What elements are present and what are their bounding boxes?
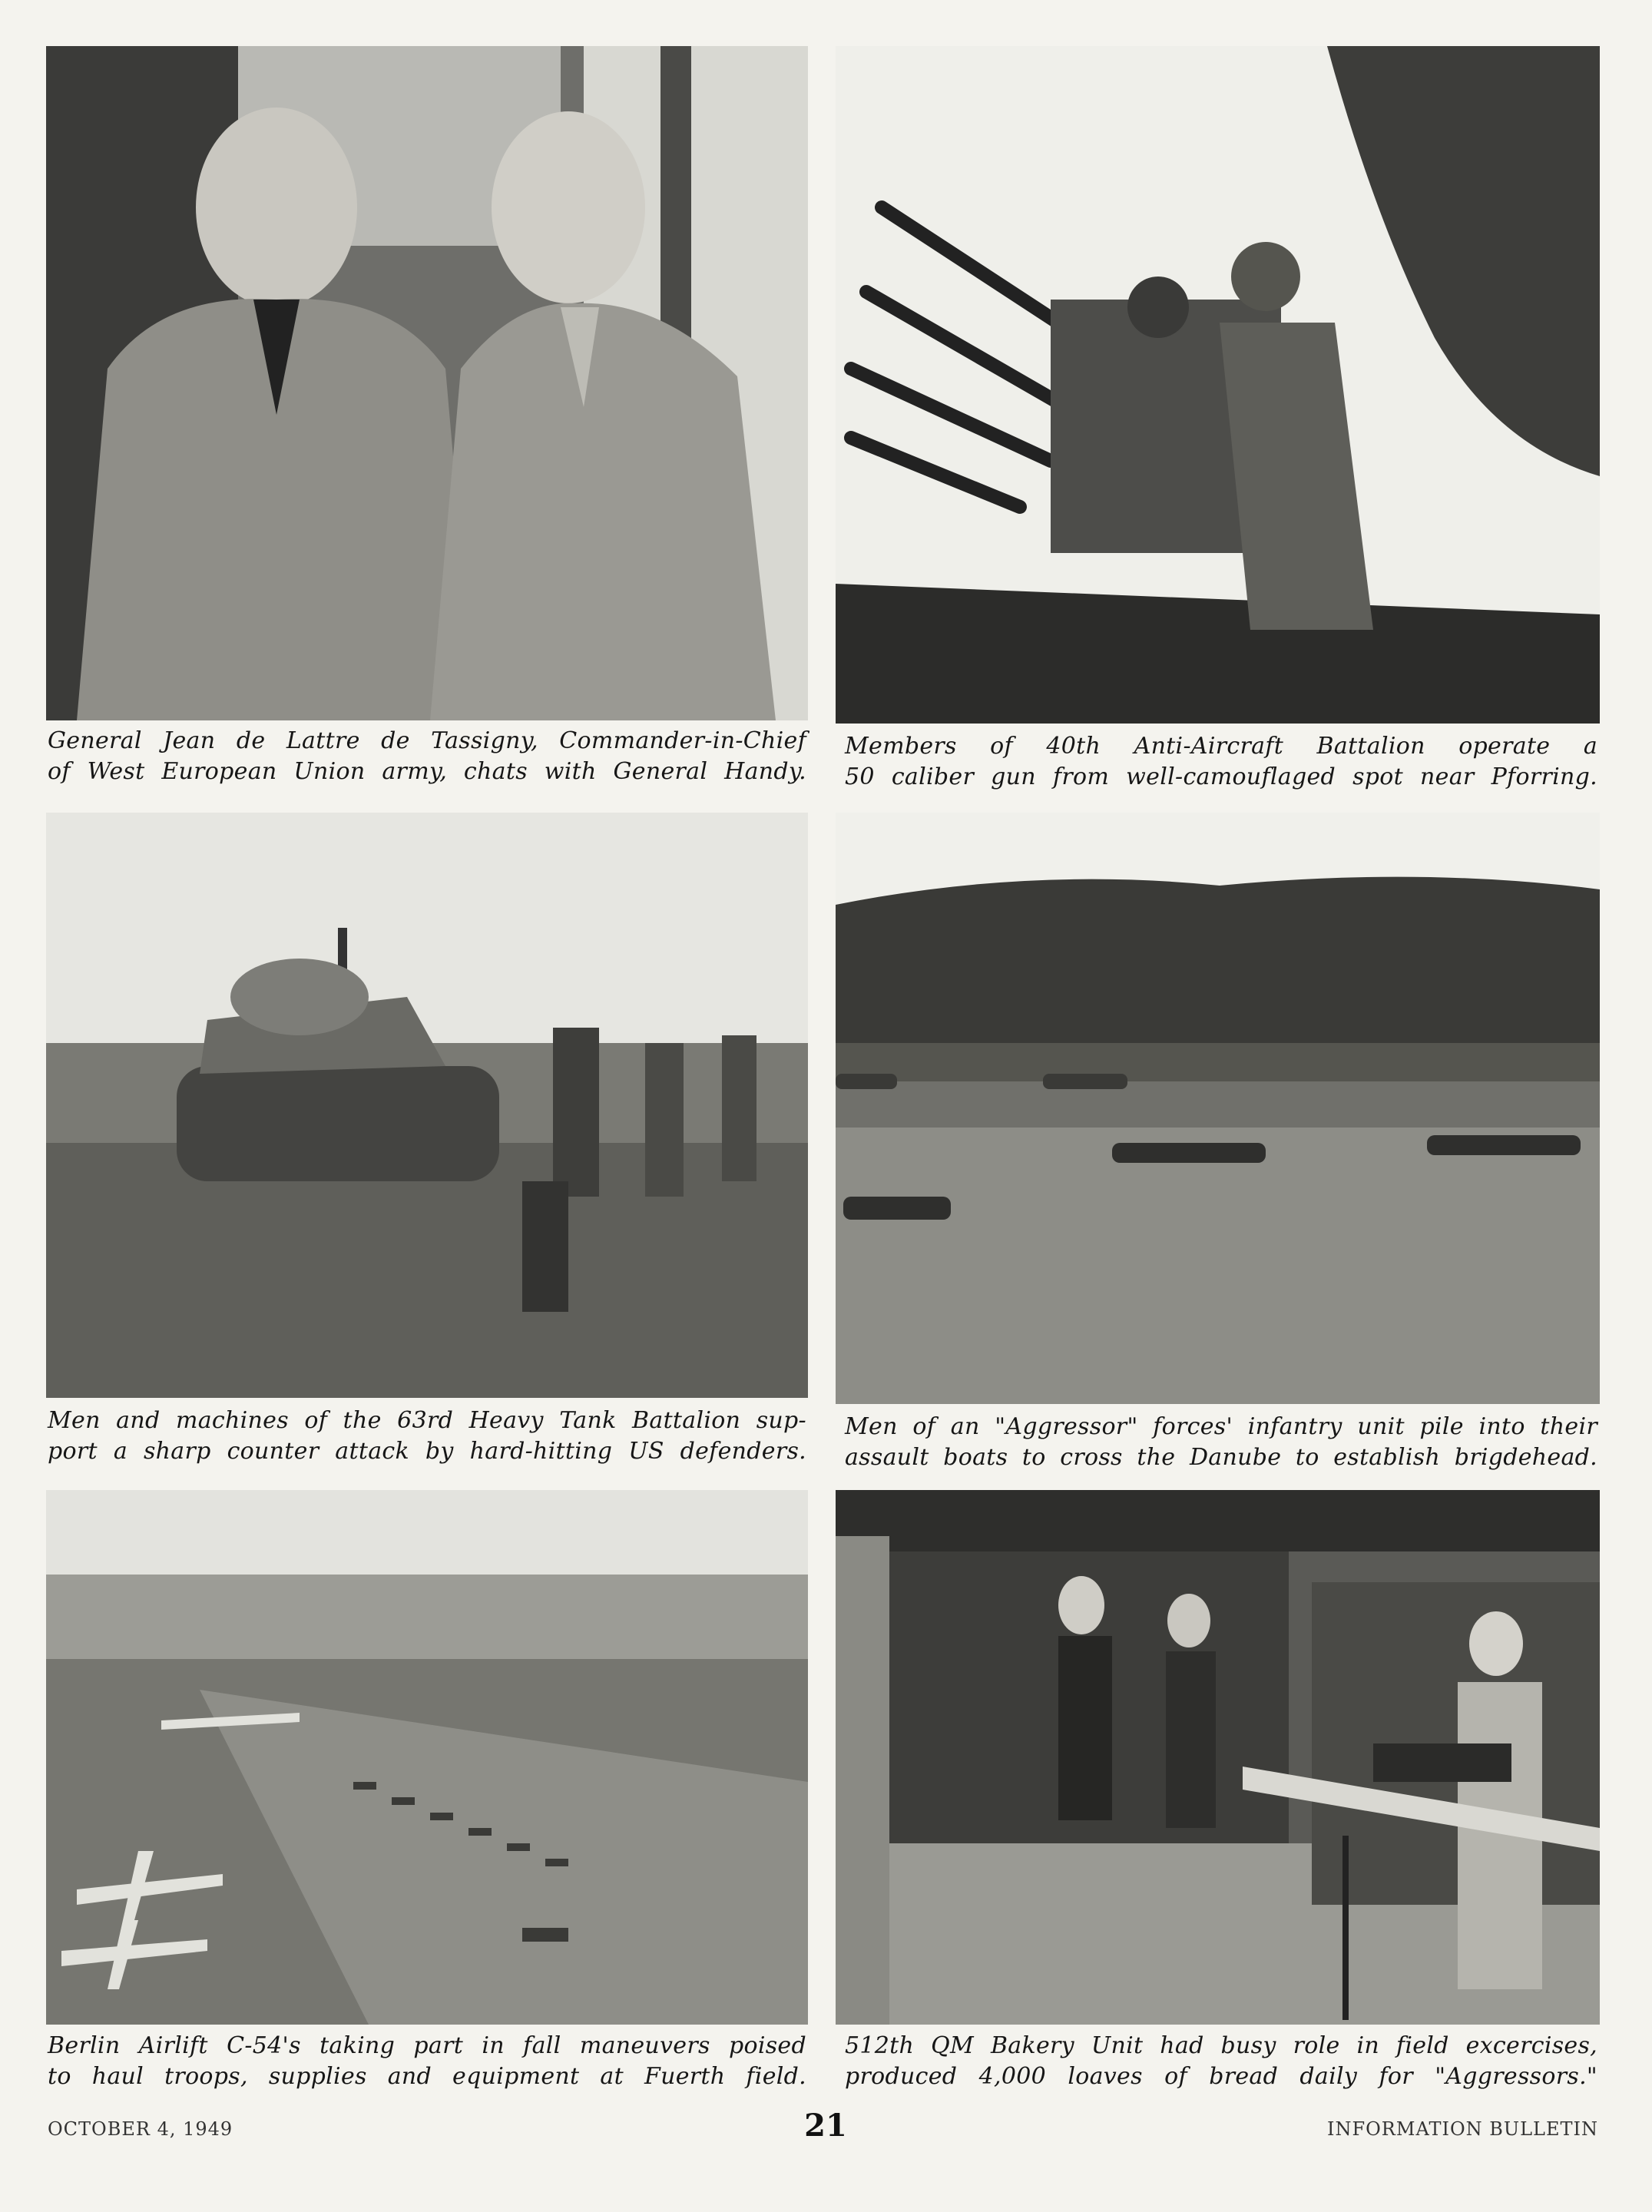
caption-generals: General Jean de Lattre de Tassigny, Commander-in-Chief of West European Union army, chats with General Handy. — [48, 727, 806, 785]
caption-tank: Men and machines of the 63rd Heavy Tank Battalion sup- port a sharp counter attack by hard-hitting US defenders. — [48, 1407, 806, 1465]
photo-tank — [46, 813, 808, 1398]
photo-anti-aircraft — [836, 46, 1600, 724]
page-number: 21 — [804, 2108, 847, 2144]
photo-generals — [46, 46, 808, 720]
caption-boats: Men of an "Aggressor" forces' infantry unit pile into their assault boats to cross the Danube to establish brigdehead. — [845, 1413, 1597, 1471]
footer-publication: INFORMATION BULLETIN — [1326, 2118, 1598, 2140]
caption-anti-aircraft: Members of 40th Anti-Aircraft Battalion operate a 50 caliber gun from well-camouflaged spot near Pforring. — [845, 733, 1597, 790]
photo-bakery — [836, 1490, 1600, 2025]
caption-bakery: 512th QM Bakery Unit had busy role in field excercises, produced 4,000 loaves of bread daily for "Aggressors." — [845, 2032, 1597, 2090]
photo-boats — [836, 813, 1600, 1404]
caption-airfield: Berlin Airlift C-54's taking part in fall maneuvers poised to haul troops, supplies and equipment at Fuerth field. — [48, 2032, 806, 2090]
footer-date: OCTOBER 4, 1949 — [48, 2118, 233, 2140]
photo-airfield — [46, 1490, 808, 2025]
